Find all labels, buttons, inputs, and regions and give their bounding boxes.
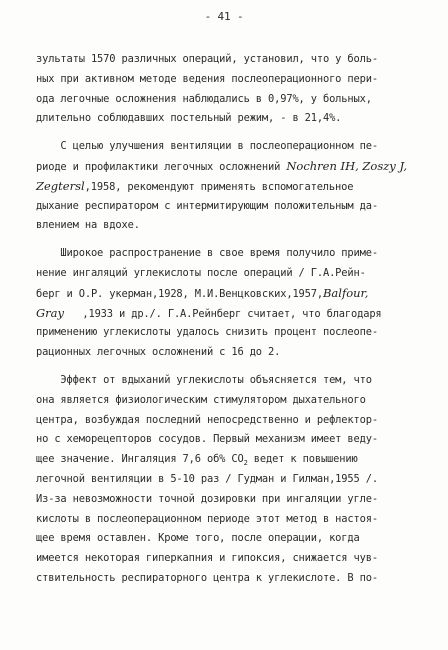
typed-text: риоде и профилактики легочных осложнений xyxy=(36,160,287,173)
typed-text: берг и О.Р. укерман,1928, М.И.Венцковских,1957, xyxy=(36,287,323,300)
text-line xyxy=(36,157,431,177)
text-line: нение ингаляций углекислоты после операций / Г.А.Рейн- xyxy=(36,266,366,279)
handwritten-author-names: Balfour, xyxy=(322,285,369,300)
typed-text: ,1933 и др./. Г.А.Рейнберг считает, что благодаря xyxy=(64,307,382,320)
paragraph-1 xyxy=(36,50,431,129)
text-line: зультаты 1570 различных операций, установил, что у боль- xyxy=(36,53,378,65)
text-line: она является физиологическим стимулятором дыхательного xyxy=(36,393,366,406)
handwritten-author-names: Gray xyxy=(36,305,65,320)
handwritten-author-names: Zegtersl xyxy=(36,178,85,193)
text-line xyxy=(36,284,431,304)
text-line: Из-за невозможности точной дозировки при ингаляции угле- xyxy=(36,492,378,505)
paragraph-2 xyxy=(36,137,431,236)
text-line xyxy=(36,450,431,470)
text-line: применению углекислоты удалось снизить процент послеопе- xyxy=(36,326,378,339)
text-line: дыхание респиратором с интермитирующим положительным да- xyxy=(36,199,378,212)
text-line: ода легочные осложнения наблюдались в 0,97%, у больных, xyxy=(36,92,372,105)
page-number: - 41 - xyxy=(204,10,244,23)
text-line: С целью улучшения вентиляции в послеоперационном пе- xyxy=(36,140,378,153)
text-line: кислоты в послеоперационном периоде этот метод в настоя- xyxy=(36,512,378,525)
text-line: имеется некоторая гиперкапния и гипоксия, снижается чув- xyxy=(36,552,378,565)
text-line: Широкое распространение в свое время получило приме- xyxy=(36,247,378,260)
typed-text: щее значение. Ингаляция 7,6 об% CO xyxy=(36,453,244,466)
subscript: 2 xyxy=(243,459,248,468)
text-line: длительно соблюдавших постельный режим, - в 21,4%. xyxy=(36,112,342,125)
handwritten-author-names: Nochren IH, Zoszy J, xyxy=(286,158,408,173)
typed-text: ведет к повышению xyxy=(247,453,358,466)
text-line xyxy=(36,304,431,324)
text-line xyxy=(36,177,431,197)
text-line: ных при активном методе ведения послеоперационного пери- xyxy=(36,72,378,85)
paragraph-4 xyxy=(36,371,431,589)
text-line: центра, возбуждая последний непосредственно и рефлектор- xyxy=(36,413,378,426)
text-line: Эффект от вдыханий углекислоты объясняется тем, что xyxy=(36,373,372,386)
body-text xyxy=(36,50,431,589)
text-line: рационных легочных осложнений с 16 до 2. xyxy=(36,346,281,359)
text-line: но с хеморецепторов сосудов. Первый механизм имеет веду- xyxy=(36,433,378,446)
text-line: легочной вентиляции в 5-10 раз / Гудман и Гилман,1955 /. xyxy=(36,472,378,485)
text-line: ствительность респираторного центра к углекислоте. В по- xyxy=(36,571,378,584)
typed-text: ,1958, рекомендуют применять вспомогательное xyxy=(84,180,354,193)
paragraph-3 xyxy=(36,244,431,363)
text-line: щее время оставлен. Кроме того, после операции, когда xyxy=(36,532,360,545)
text-line: влением на вдохе. xyxy=(36,219,140,232)
